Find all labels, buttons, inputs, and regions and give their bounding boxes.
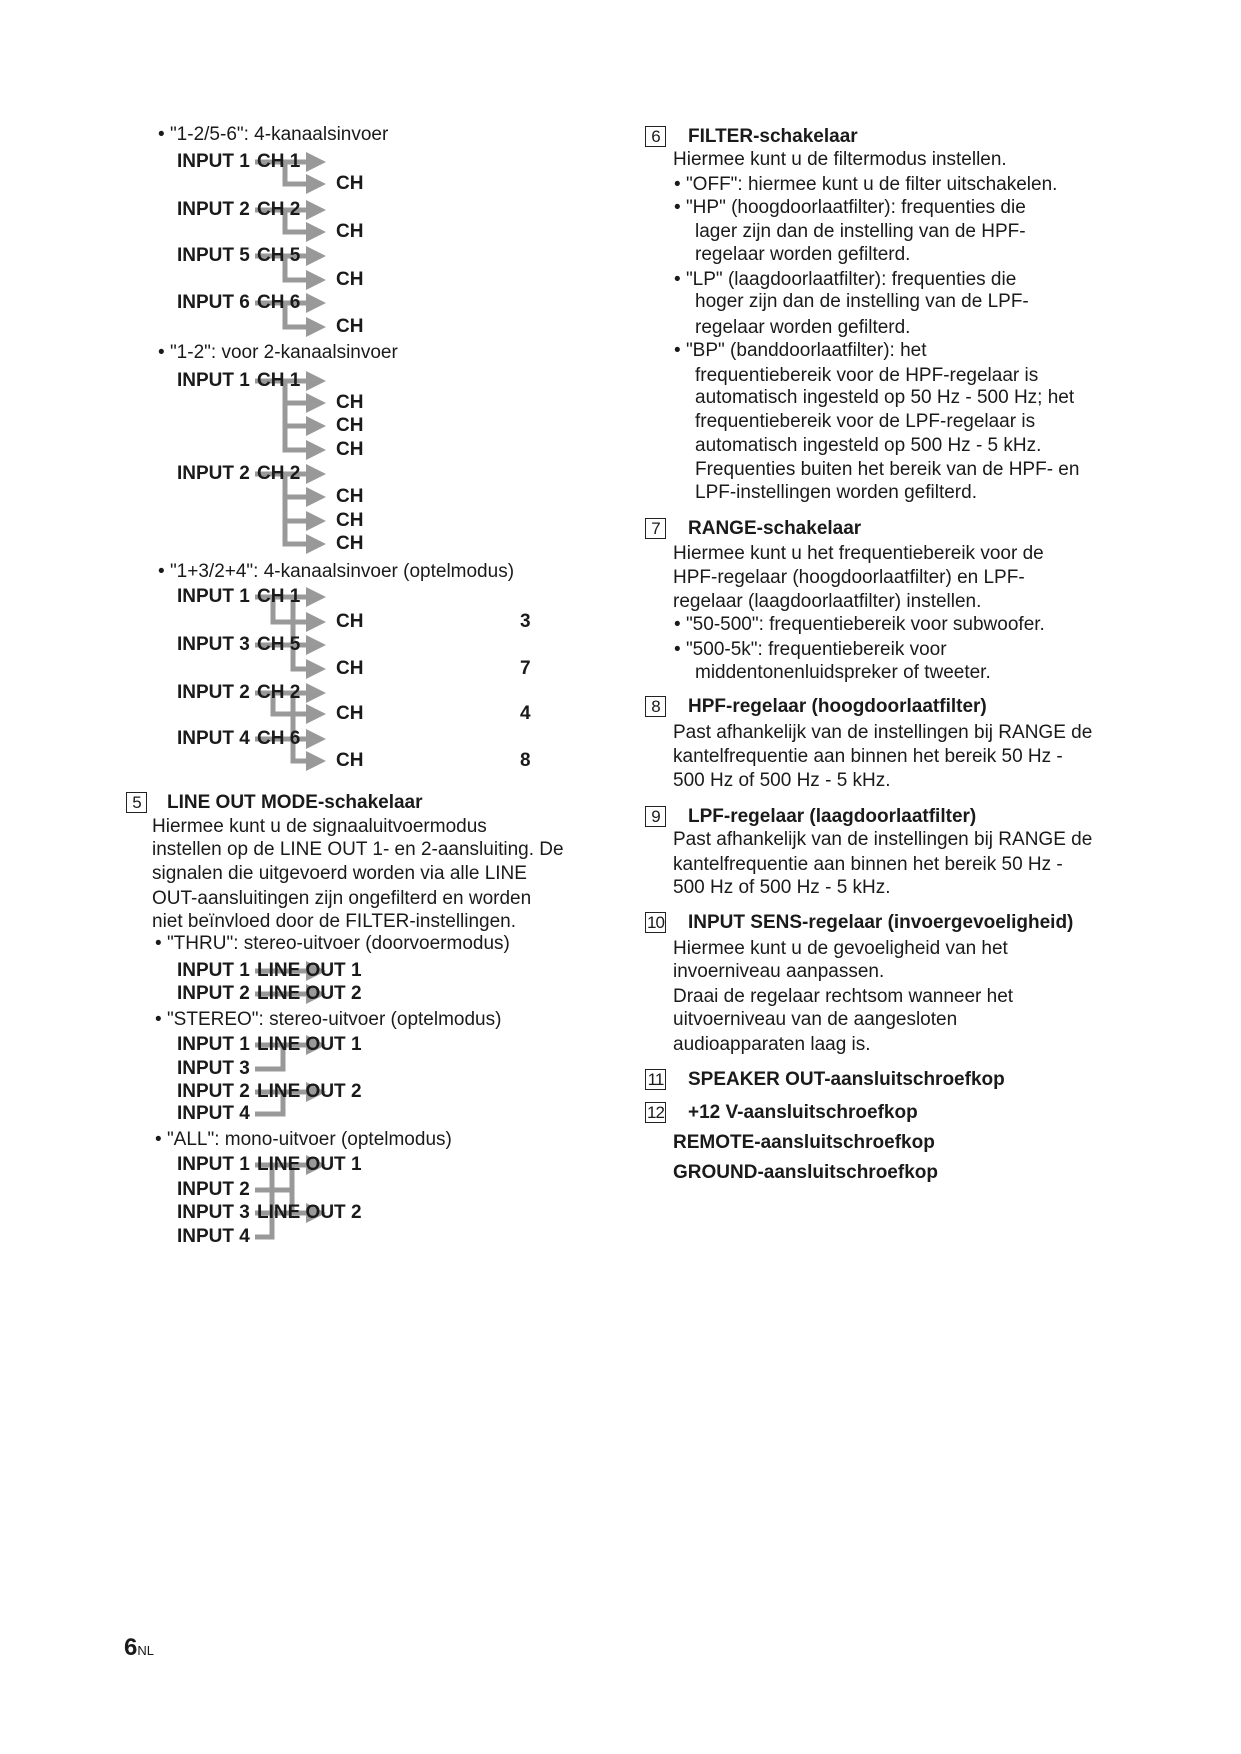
section-number-5: 5 — [126, 792, 147, 813]
channel-label: CH 1 — [257, 151, 301, 172]
input-label: INPUT 4 — [177, 1103, 250, 1124]
input-label: INPUT 4 — [177, 1226, 250, 1247]
all-bullet: • "ALL": mono-uitvoer (optelmodus) — [155, 1128, 452, 1152]
paragraph-line: kantelfrequentie aan binnen het bereik 50 Hz - — [673, 746, 1063, 767]
line-out-label: LINE OUT 1 — [257, 960, 362, 981]
channel-label: CH 5 — [257, 634, 301, 655]
paragraph-line: lager zijn dan de instelling van de HPF- — [695, 221, 1026, 242]
mode-2-bullet: • "1-2": voor 2-kanaalsinvoer — [158, 341, 398, 365]
mode-3-bullet: • "1+3/2+4": 4-kanaalsinvoer (optelmodus) — [158, 560, 514, 584]
line-out-label: LINE OUT 2 — [257, 1081, 362, 1102]
paragraph-line: Past afhankelijk van de instellingen bij RANGE de — [673, 829, 1093, 850]
paragraph-line: hoger zijn dan de instelling van de LPF- — [695, 291, 1029, 312]
paragraph-line: instellen op de LINE OUT 1- en 2-aansluiting. De — [152, 839, 564, 860]
input-label: INPUT 2 — [177, 199, 250, 220]
section-number-8: 8 — [645, 696, 666, 717]
ground-terminal-title: GROUND-aansluitschroefkop — [673, 1162, 938, 1183]
section-number-7: 7 — [645, 518, 666, 539]
input-label: INPUT 5 — [177, 245, 250, 266]
language-code: NL — [137, 1643, 154, 1658]
input-label: INPUT 1 — [177, 960, 250, 981]
section-number-9: 9 — [645, 806, 666, 827]
line-out-label: LINE OUT 1 — [257, 1034, 362, 1055]
line-out-label: LINE OUT 2 — [257, 983, 362, 1004]
input-label: INPUT 2 — [177, 1179, 250, 1200]
input-label: INPUT 1 — [177, 1154, 250, 1175]
paragraph-line: OUT-aansluitingen zijn ongefilterd en worden — [152, 888, 532, 909]
section-7-title: RANGE-schakelaar — [688, 518, 862, 539]
paragraph-line: frequentiebereik voor de HPF-regelaar is — [695, 365, 1039, 386]
output-channel-label: CH — [336, 533, 364, 554]
section-number-6: 6 — [645, 126, 666, 147]
output-channel-label: CH — [336, 221, 364, 242]
channel-label: CH 6 — [257, 728, 301, 749]
input-label: INPUT 3 — [177, 1202, 250, 1223]
section-number-11: 11 — [645, 1069, 666, 1090]
paragraph-line: Past afhankelijk van de instellingen bij RANGE de — [673, 722, 1093, 743]
output-channel-label: CH — [336, 611, 364, 632]
bullet-lp: • "LP" (laagdoorlaatfilter): frequenties die — [674, 268, 1016, 292]
output-channel-label: CH — [336, 392, 364, 413]
output-channel-label: CH — [336, 316, 364, 337]
paragraph-line: HPF-regelaar (hoogdoorlaatfilter) en LPF- — [673, 567, 1025, 588]
section-5-title: LINE OUT MODE-schakelaar — [167, 792, 423, 813]
paragraph-line: automatisch ingesteld op 500 Hz - 5 kHz. — [695, 435, 1042, 456]
page-number — [124, 1634, 154, 1662]
channel-label: CH 2 — [257, 463, 301, 484]
section-number-12: 12 — [645, 1102, 666, 1123]
paragraph-line: invoerniveau aanpassen. — [673, 961, 885, 982]
channel-label: CH 6 — [257, 292, 301, 313]
section-6-title: FILTER-schakelaar — [688, 126, 858, 147]
output-channel-label: CH — [336, 703, 364, 724]
paragraph-line: middentonenluidspreker of tweeter. — [695, 662, 991, 683]
input-label: INPUT 1 — [177, 586, 250, 607]
output-channel-label: CH — [336, 269, 364, 290]
line-out-label: LINE OUT 2 — [257, 1202, 362, 1223]
output-channel-label: CH — [336, 439, 364, 460]
channel-label: CH 1 — [257, 586, 301, 607]
input-label: INPUT 1 — [177, 151, 250, 172]
paragraph-line: regelaar worden gefilterd. — [695, 244, 911, 265]
paragraph-line: Hiermee kunt u de signaaluitvoermodus — [152, 816, 487, 837]
input-label: INPUT 3 — [177, 1058, 250, 1079]
channel-label: CH 5 — [257, 245, 301, 266]
output-channel-number: 8 — [520, 750, 531, 771]
input-label: INPUT 2 — [177, 463, 250, 484]
output-channel-label: CH — [336, 658, 364, 679]
output-channel-label: CH — [336, 750, 364, 771]
paragraph-line: 500 Hz of 500 Hz - 5 kHz. — [673, 877, 891, 898]
channel-label: CH 1 — [257, 370, 301, 391]
paragraph-line: LPF-instellingen worden gefilterd. — [695, 482, 977, 503]
channel-label: CH 2 — [257, 199, 301, 220]
paragraph-line: 500 Hz of 500 Hz - 5 kHz. — [673, 770, 891, 791]
bullet-hp: • "HP" (hoogdoorlaatfilter): frequenties die — [674, 196, 1026, 220]
section-11-title: SPEAKER OUT-aansluitschroefkop — [688, 1069, 1005, 1090]
input-label: INPUT 2 — [177, 1081, 250, 1102]
paragraph-line: niet beïnvloed door de FILTER-instellingen. — [152, 911, 517, 932]
stereo-bullet: • "STEREO": stereo-uitvoer (optelmodus) — [155, 1008, 501, 1032]
paragraph-line: Hiermee kunt u de gevoeligheid van het — [673, 938, 1008, 959]
mode-1-bullet: • "1-2/5-6": 4-kanaalsinvoer — [158, 123, 388, 147]
section-10-title: INPUT SENS-regelaar (invoergevoeligheid) — [688, 912, 1074, 933]
section-12-title: +12 V-aansluitschroefkop — [688, 1102, 918, 1123]
line-out-label: LINE OUT 1 — [257, 1154, 362, 1175]
input-label: INPUT 2 — [177, 682, 250, 703]
paragraph-line: audioapparaten laag is. — [673, 1034, 871, 1055]
output-channel-label: CH — [336, 486, 364, 507]
section-9-title: LPF-regelaar (laagdoorlaatfilter) — [688, 806, 977, 827]
paragraph-line: uitvoerniveau van de aangesloten — [673, 1009, 958, 1030]
paragraph-line: Draai de regelaar rechtsom wanneer het — [673, 986, 1014, 1007]
thru-bullet: • "THRU": stereo-uitvoer (doorvoermodus) — [155, 932, 510, 956]
remote-terminal-title: REMOTE-aansluitschroefkop — [673, 1132, 935, 1153]
section-8-title: HPF-regelaar (hoogdoorlaatfilter) — [688, 696, 987, 717]
channel-label: CH 2 — [257, 682, 301, 703]
output-channel-label: CH — [336, 173, 364, 194]
bullet-50-500: • "50-500": frequentiebereik voor subwoofer. — [674, 613, 1045, 637]
input-label: INPUT 3 — [177, 634, 250, 655]
input-label: INPUT 1 — [177, 1034, 250, 1055]
paragraph-line: regelaar (laagdoorlaatfilter) instellen. — [673, 591, 982, 612]
paragraph-line: Hiermee kunt u de filtermodus instellen. — [673, 149, 1007, 170]
output-channel-number: 4 — [520, 703, 531, 724]
input-label: INPUT 2 — [177, 983, 250, 1004]
output-channel-number: 7 — [520, 658, 531, 679]
input-label: INPUT 4 — [177, 728, 250, 749]
paragraph-line: Hiermee kunt u het frequentiebereik voor de — [673, 543, 1044, 564]
output-channel-label: CH — [336, 415, 364, 436]
input-label: INPUT 6 — [177, 292, 250, 313]
paragraph-line: kantelfrequentie aan binnen het bereik 50 Hz - — [673, 854, 1063, 875]
input-label: INPUT 1 — [177, 370, 250, 391]
bullet-off: • "OFF": hiermee kunt u de filter uitschakelen. — [674, 173, 1057, 197]
paragraph-line: automatisch ingesteld op 50 Hz - 500 Hz; het — [695, 387, 1075, 408]
paragraph-line: Frequenties buiten het bereik van de HPF- en — [695, 459, 1080, 480]
paragraph-line: frequentiebereik voor de LPF-regelaar is — [695, 411, 1036, 432]
section-number-10: 10 — [645, 912, 666, 933]
output-channel-label: CH — [336, 510, 364, 531]
page-number-value: 6 — [124, 1634, 138, 1661]
paragraph-line: signalen die uitgevoerd worden via alle LINE — [152, 863, 527, 884]
output-channel-number: 3 — [520, 611, 531, 632]
bullet-500-5k: • "500-5k": frequentiebereik voor — [674, 638, 947, 662]
bullet-bp: • "BP" (banddoorlaatfilter): het — [674, 339, 927, 363]
paragraph-line: regelaar worden gefilterd. — [695, 317, 911, 338]
